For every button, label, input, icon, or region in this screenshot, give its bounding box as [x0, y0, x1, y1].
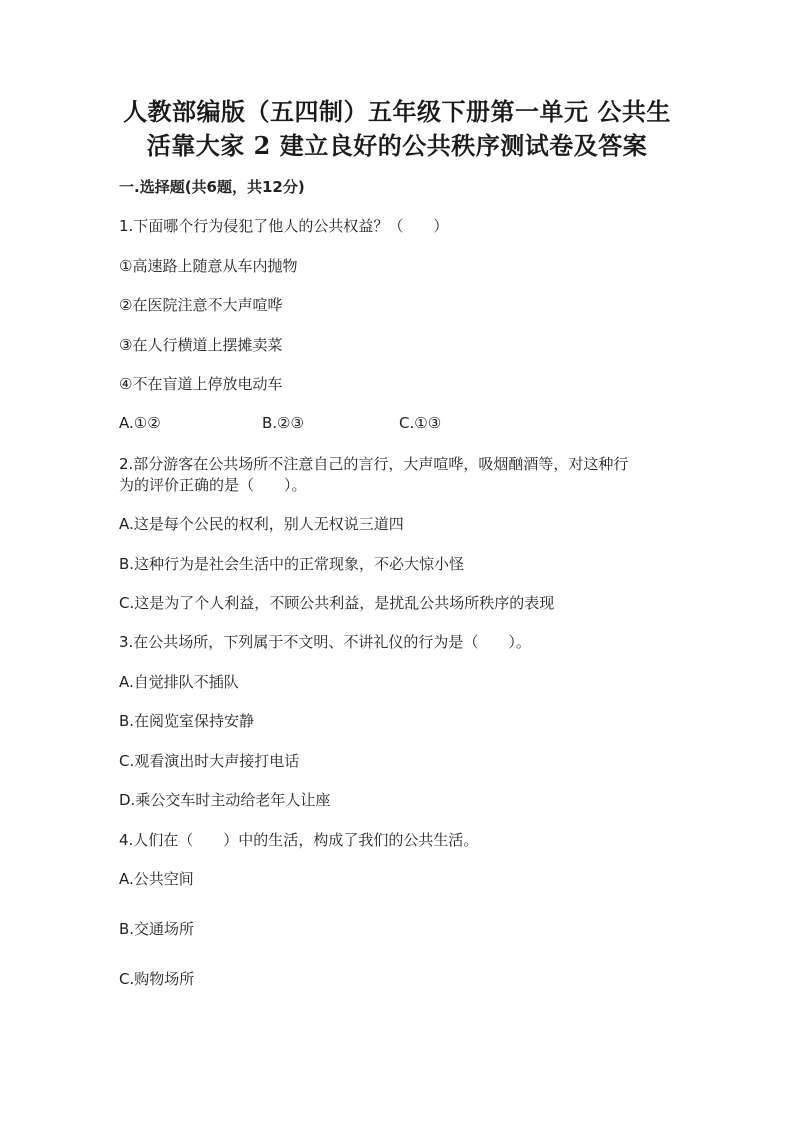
question-2-stem-line-2: 为的评价正确的是（ ）。 — [119, 476, 307, 494]
question-2-option-b: B.这种行为是社会生活中的正常现象，不必大惊小怪 — [119, 555, 465, 573]
document-title-line-1: 人教部编版（五四制）五年级下册第一单元 公共生 — [123, 97, 671, 126]
question-1-option-b: B.②③ — [262, 414, 304, 432]
question-2-option-a: A.这是每个公民的权利，别人无权说三道四 — [119, 515, 404, 533]
question-4-option-c: C.购物场所 — [119, 970, 195, 988]
question-1-item-3: ③在人行横道上摆摊卖菜 — [119, 336, 283, 354]
question-1-item-2: ②在医院注意不大声喧哗 — [119, 296, 283, 314]
question-1-option-a: A.①② — [119, 414, 161, 432]
question-3-option-c: C.观看演出时大声接打电话 — [119, 752, 300, 770]
question-1-item-1: ①高速路上随意从车内抛物 — [119, 257, 298, 275]
question-1-stem: 1.下面哪个行为侵犯了他人的公共权益？（ ） — [119, 217, 449, 235]
section-heading: 一.选择题(共6题，共12分) — [119, 178, 305, 196]
question-1-item-4: ④不在盲道上停放电动车 — [119, 375, 283, 393]
question-3-option-d: D.乘公交车时主动给老年人让座 — [119, 791, 331, 809]
question-3-option-a: A.自觉排队不插队 — [119, 673, 239, 691]
question-3-option-b: B.在阅览室保持安静 — [119, 712, 255, 730]
question-4-option-a: A.公共空间 — [119, 870, 194, 888]
question-4-stem: 4.人们在（ ）中的生活，构成了我们的公共生活。 — [119, 831, 479, 849]
question-3-stem: 3.在公共场所，下列属于不文明、不讲礼仪的行为是（ ）。 — [119, 633, 531, 651]
question-2-stem-line-1: 2.部分游客在公共场所不注意自己的言行，大声喧哗，吸烟酗酒等，对这种行 — [119, 455, 629, 473]
question-2-option-c: C.这是为了个人利益，不顾公共利益，是扰乱公共场所秩序的表现 — [119, 594, 555, 612]
question-4-option-b: B.交通场所 — [119, 920, 195, 938]
document-title-line-2: 活靠大家 2 建立良好的公共秩序测试卷及答案 — [146, 131, 648, 160]
question-1-option-c: C.①③ — [399, 414, 442, 432]
